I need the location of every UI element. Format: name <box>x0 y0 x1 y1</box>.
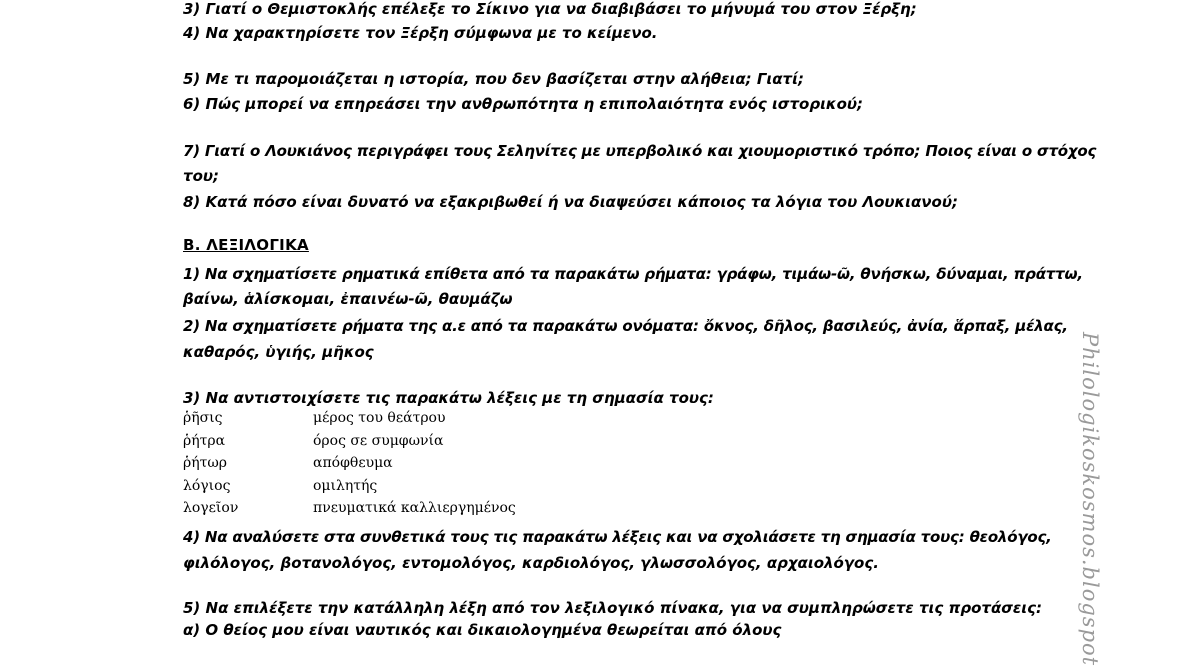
question-a7-line2: του; <box>183 167 220 185</box>
match-word: ῥήτρα <box>183 432 226 449</box>
question-b1-line1: 1) Να σχηματίσετε ρηματικά επίθετα από τα παρακάτω ρήματα: γράφω, τιμάω-ῶ, θνήσκω, δύναμαι, πράττω, <box>183 265 1083 283</box>
match-meaning: μέρος του θεάτρου <box>313 410 446 426</box>
question-a7-line1: 7) Γιατί ο Λουκιάνος περιγράφει τους Σεληνίτες με υπερβολικό και χιουμοριστικό τρόπο; Ποιος είναι ο στόχος <box>183 142 1097 160</box>
question-a4: 4) Να χαρακτηρίσετε τον Ξέρξη σύμφωνα με το κείμενο. <box>183 24 658 42</box>
question-a5: 5) Με τι παρομοιάζεται η ιστορία, που δεν βασίζεται στην αλήθεια; Γιατί; <box>183 70 804 88</box>
question-b4-line1: 4) Να αναλύσετε στα συνθετικά τους τις παρακάτω λέξεις και να σχολιάσετε τη σημασία τους: θεολόγος, <box>183 528 1052 546</box>
question-b4-line2: φιλόλογος, βοτανολόγος, εντομολόγος, καρδιολόγος, γλωσσολόγος, αρχαιολόγος. <box>183 554 879 572</box>
match-meaning: απόφθευμα <box>313 455 393 471</box>
match-word: ῥήτωρ <box>183 455 228 471</box>
question-b3: 3) Να αντιστοιχίσετε τις παρακάτω λέξεις με τη σημασία τους: <box>183 389 714 407</box>
match-meaning: όρος σε συμφωνία <box>313 432 444 449</box>
question-b2-line2: καθαρός, ὑγιής, μῆκος <box>183 343 374 361</box>
match-meaning: ομιλητής <box>313 477 378 494</box>
section-b-heading: Β. ΛΕΞΙΛΟΓΙΚΑ <box>183 236 309 254</box>
question-b5: 5) Να επιλέξετε την κατάλληλη λέξη από τον λεξιλογικό πίνακα, για να συμπληρώσετε τις προτάσεις: <box>183 599 1043 617</box>
blog-watermark: Philologikoskosmos.blogspot <box>1078 332 1102 666</box>
match-word: λογεῖον <box>183 500 239 516</box>
match-word: ῥῆσις <box>183 410 223 426</box>
question-b1-line2: βαίνω, ἁλίσκομαι, ἐπαινέω-ῶ, θαυμάζω <box>183 290 513 308</box>
question-a3: 3) Γιατί ο Θεμιστοκλής επέλεξε το Σίκινο για να διαβιβάσει το μήνυμά του στον Ξέρξη; <box>183 0 917 18</box>
question-a6: 6) Πώς μπορεί να επηρεάσει την ανθρωπότητα η επιπολαιότητα ενός ιστορικού; <box>183 95 864 113</box>
match-meaning: πνευματικά καλλιεργημένος <box>313 500 516 516</box>
question-a8: 8) Κατά πόσο είναι δυνατό να εξακριβωθεί ή να διαψεύσει κάποιος τα λόγια του Λουκιανού; <box>183 193 958 211</box>
match-word: λόγιος <box>183 477 231 494</box>
question-b5-a-partial: α) Ο θείος μου είναι ναυτικός και δικαιολογημένα θεωρείται από όλους <box>183 621 782 639</box>
question-b2-line1: 2) Να σχηματίσετε ρήματα της α.ε από τα παρακάτω ονόματα: ὄκνος, δῆλος, βασιλεύς, ἀνία, ἅρπαξ, μέλας, <box>183 317 1068 335</box>
